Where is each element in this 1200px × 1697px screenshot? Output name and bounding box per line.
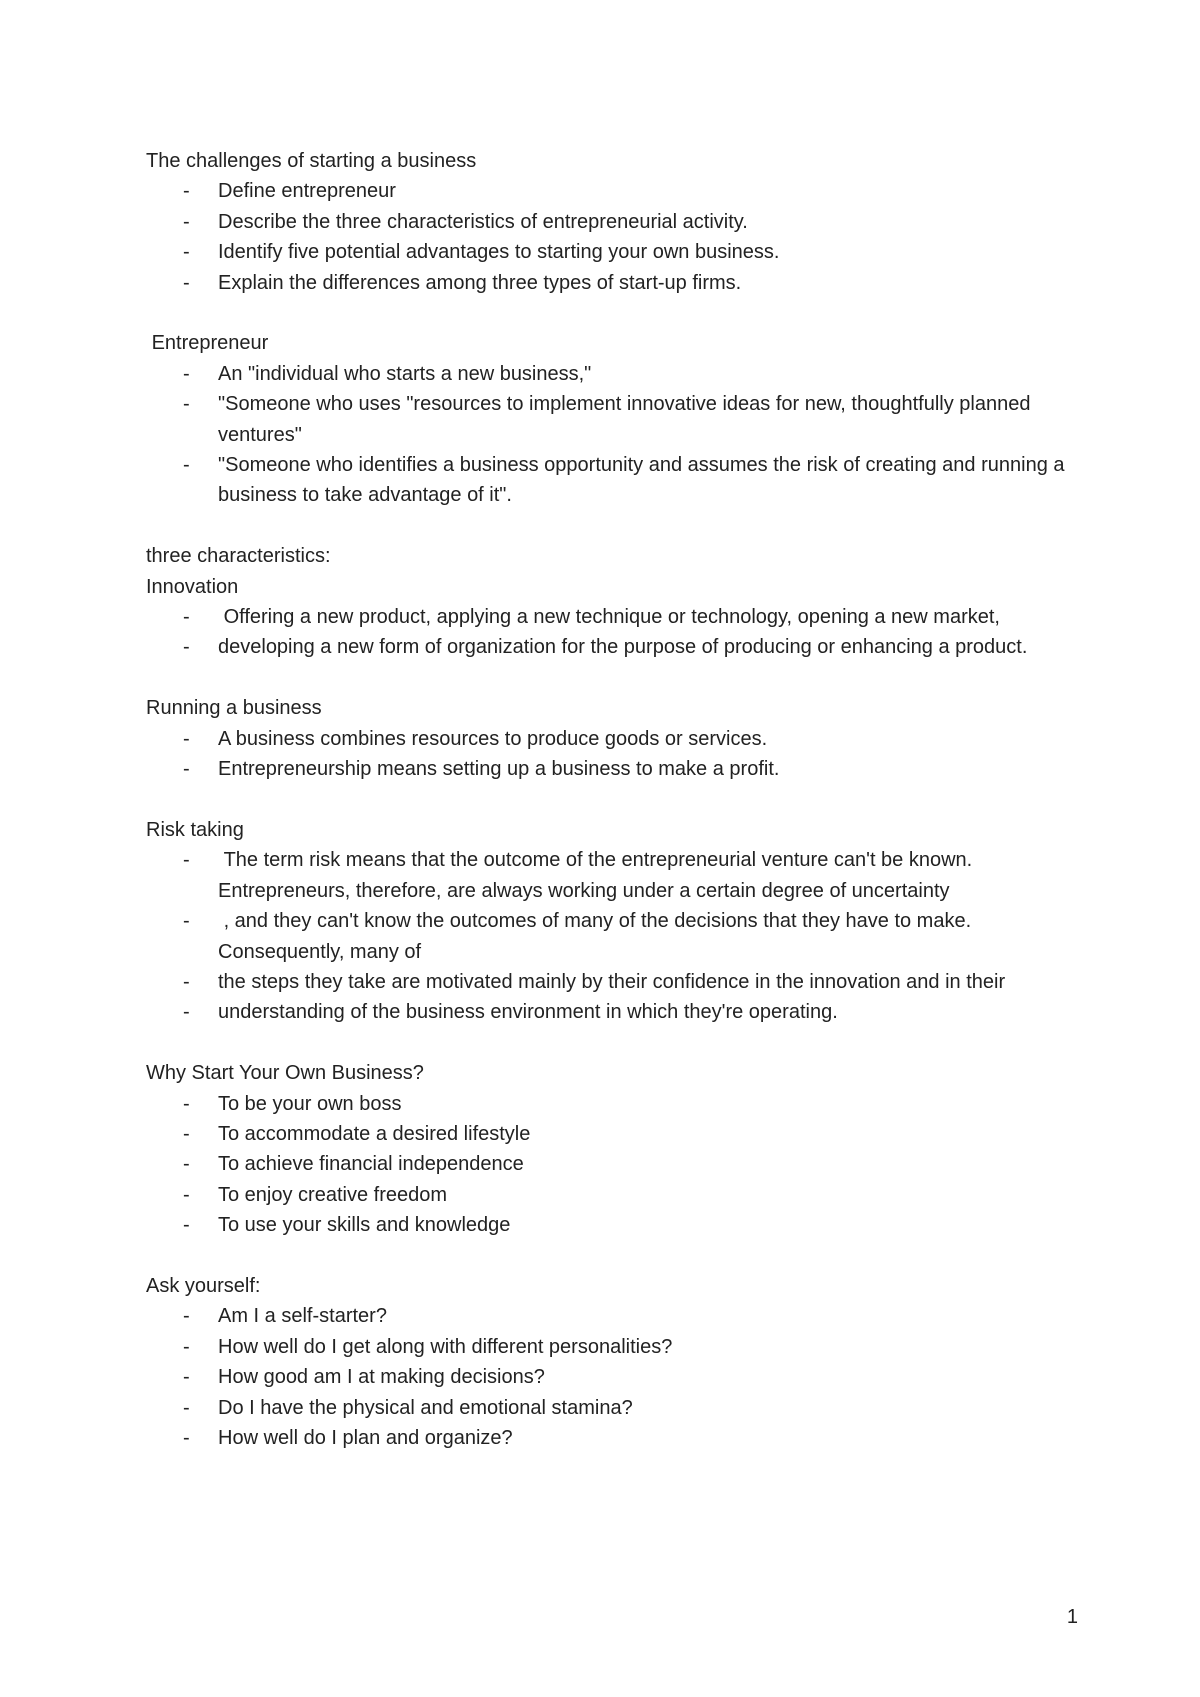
dash-bullet: -: [183, 636, 190, 659]
dash-bullet: -: [183, 271, 190, 294]
dash-bullet: -: [183, 362, 190, 385]
list-item-text: Define entrepreneur: [218, 180, 396, 203]
list-item: [146, 724, 1076, 754]
list-item-text: Describe the three characteristics of entrepreneurial activity.: [218, 210, 748, 233]
list-item-text: To achieve financial independence: [218, 1153, 524, 1176]
document-body: [146, 146, 1076, 1484]
dash-bullet: -: [183, 1305, 190, 1328]
list-item-text: Do I have the physical and emotional stamina?: [218, 1396, 633, 1419]
list-item-text: developing a new form of organization for the purpose of producing or enhancing a product.: [218, 636, 1028, 659]
section-heading: Running a business: [146, 697, 322, 720]
list-item-text: A business combines resources to produce goods or services.: [218, 727, 768, 750]
dash-bullet: -: [183, 1183, 190, 1206]
bullet-list: [146, 724, 1076, 785]
list-item: [146, 632, 1076, 662]
list-item-text: Offering a new product, applying a new technique or technology, opening a new market,: [218, 606, 1000, 629]
section-subheading: Innovation: [146, 575, 239, 598]
dash-bullet: -: [183, 454, 190, 477]
page-number: 1: [1066, 1606, 1078, 1628]
list-item: [146, 1149, 1076, 1179]
list-item-text: How good am I at making decisions?: [218, 1366, 545, 1389]
list-item-text: Identify five potential advantages to starting your own business.: [218, 241, 780, 264]
dash-bullet: -: [183, 1214, 190, 1237]
bullet-list: [146, 1301, 1076, 1453]
section-ask-yourself: [146, 1271, 1076, 1453]
bullet-list: [146, 1089, 1076, 1241]
list-item-text: An "individual who starts a new business,": [218, 362, 592, 385]
list-item: [146, 207, 1076, 237]
section-heading: three characteristics:: [146, 545, 331, 568]
list-item: [146, 754, 1076, 784]
list-item: [146, 1332, 1076, 1362]
section-running-a-business: [146, 693, 1076, 784]
dash-bullet: -: [183, 1153, 190, 1176]
dash-bullet: -: [183, 210, 190, 233]
list-item: [146, 1119, 1076, 1149]
list-item-text: , and they can't know the outcomes of many of the decisions that they have to make. Consequently, many of: [218, 910, 977, 963]
list-item: [146, 602, 1076, 632]
list-item: [146, 1210, 1076, 1240]
dash-bullet: -: [183, 1335, 190, 1358]
dash-bullet: -: [183, 1426, 190, 1449]
list-item: [146, 1362, 1076, 1392]
list-item-text: Am I a self-starter?: [218, 1305, 387, 1328]
dash-bullet: -: [183, 727, 190, 750]
dash-bullet: -: [183, 1396, 190, 1419]
bullet-list: [146, 176, 1076, 298]
list-item: [146, 1089, 1076, 1119]
list-item-text: Entrepreneurship means setting up a business to make a profit.: [218, 758, 780, 781]
list-item: [146, 450, 1076, 511]
list-item: [146, 268, 1076, 298]
list-item: [146, 237, 1076, 267]
list-item-text: To accommodate a desired lifestyle: [218, 1122, 531, 1145]
section-heading: Entrepreneur: [146, 332, 269, 355]
list-item: [146, 359, 1076, 389]
dash-bullet: -: [183, 849, 190, 872]
list-item: [146, 906, 1076, 967]
dash-bullet: -: [183, 606, 190, 629]
dash-bullet: -: [183, 241, 190, 264]
list-item-text: To enjoy creative freedom: [218, 1183, 448, 1206]
section-heading: Why Start Your Own Business?: [146, 1062, 424, 1085]
dash-bullet: -: [183, 1366, 190, 1389]
dash-bullet: -: [183, 1092, 190, 1115]
list-item-text: the steps they take are motivated mainly by their confidence in the innovation and in their: [218, 970, 1006, 993]
bullet-list: [146, 359, 1076, 511]
list-item: [146, 1423, 1076, 1453]
section-three-characteristics: [146, 541, 1076, 663]
list-item: [146, 176, 1076, 206]
dash-bullet: -: [183, 1001, 190, 1024]
list-item: [146, 1393, 1076, 1423]
section-heading: The challenges of starting a business: [146, 150, 477, 172]
section-why-start: [146, 1058, 1076, 1240]
list-item-text: How well do I get along with different personalities?: [218, 1335, 673, 1358]
list-item-text: How well do I plan and organize?: [218, 1426, 513, 1449]
list-item: [146, 997, 1076, 1027]
list-item-text: understanding of the business environment in which they're operating.: [218, 1001, 838, 1024]
section-challenges: [146, 146, 1076, 298]
dash-bullet: -: [183, 180, 190, 203]
list-item-text: The term risk means that the outcome of the entrepreneurial venture can't be known. Entrepreneurs, therefore, are always working under a certain degree of uncertainty: [218, 849, 978, 902]
dash-bullet: -: [183, 910, 190, 933]
list-item-text: To be your own boss: [218, 1092, 402, 1115]
bullet-list: [146, 845, 1076, 1027]
list-item: [146, 389, 1076, 450]
bullet-list: [146, 602, 1076, 663]
list-item-text: "Someone who identifies a business opportunity and assumes the risk of creating and running a business to take advantage of it".: [218, 454, 1071, 507]
dash-bullet: -: [183, 393, 190, 416]
section-heading: Ask yourself:: [146, 1274, 261, 1297]
section-heading: Risk taking: [146, 818, 244, 841]
list-item: [146, 967, 1076, 997]
dash-bullet: -: [183, 1122, 190, 1145]
list-item-text: To use your skills and knowledge: [218, 1214, 511, 1237]
list-item: [146, 845, 1076, 906]
section-risk-taking: [146, 815, 1076, 1028]
dash-bullet: -: [183, 970, 190, 993]
section-entrepreneur: [146, 328, 1076, 510]
list-item-text: Explain the differences among three types of start-up firms.: [218, 271, 742, 294]
list-item-text: "Someone who uses "resources to implement innovative ideas for new, thoughtfully planned ventures": [218, 393, 1037, 446]
list-item: [146, 1301, 1076, 1331]
list-item: [146, 1180, 1076, 1210]
dash-bullet: -: [183, 758, 190, 781]
